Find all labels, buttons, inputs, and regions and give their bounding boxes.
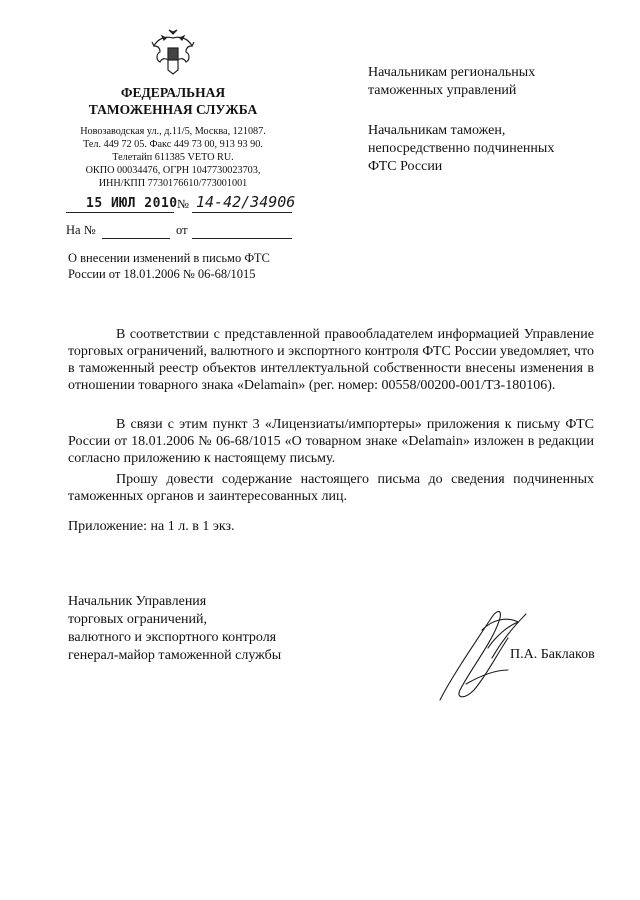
attachment-note: Приложение: на 1 л. в 1 экз. [68,519,235,534]
number-label: № [177,197,189,211]
state-emblem-icon [150,28,196,78]
address-line3: Телетайп 611385 VETO RU. [112,152,234,163]
recipient2-line3: ФТС России [368,159,443,174]
recipient2-line2: непосредственно подчиненных [368,141,555,156]
recipient2-line1: Начальникам таможен, [368,123,506,138]
body-paragraph-2: В связи с этим пункт 3 «Лицензиаты/импортеры» приложения к письму ФТС России от 18.01.2006 № 06-68/1015 «О товарном знаке «Delamain» изложен в редакции согласно приложению к настоящему письму. [68,417,594,466]
recipient1-line1: Начальникам региональных [368,65,536,80]
signatory-title-line3: валютного и экспортного контроля [68,630,277,645]
subject-line2: России от 18.01.2006 № 06-68/1015 [68,267,256,281]
org-name-line1: ФЕДЕРАЛЬНАЯ [120,85,226,100]
address-line1: Новозаводская ул., д.11/5, Москва, 121087. [80,126,266,137]
signatory-title-line4: генерал-майор таможенной службы [68,648,282,663]
letter-date: 15 ИЮЛ 2010 [86,196,178,211]
letter-number: 14-42/34906 [196,193,296,211]
body-paragraph-1: В соответствии с представленной правообладателем информацией Управление торговых ограничений, валютного и экспортного контроля ФТС России уведомляет, что в таможенный реестр объектов интеллектуальной собственности внесены изменения в отношении товарного знака «Delamain» (рег. номер: 00558/00200-001/ТЗ-180106). [68,327,594,393]
org-name-line2: ТАМОЖЕННАЯ СЛУЖБА [88,102,258,117]
signatory-title-line2: торговых ограничений, [68,612,208,627]
body-paragraph-3: Прошу довести содержание настоящего письма до сведения подчиненных таможенных органов и заинтересованных лиц. [68,472,594,504]
signatory-title-line1: Начальник Управления [68,594,207,609]
signatory-name: П.А. Баклаков [510,647,595,662]
recipient1-line2: таможенных управлений [368,83,517,98]
subject-line1: О внесении изменений в письмо ФТС [68,251,270,265]
ref-from-label: от [176,223,188,237]
address-line4: ОКПО 00034476, ОГРН 1047730023703, [85,165,261,176]
address-line2: Тел. 449 72 05. Факс 449 73 00, 913 93 90. [83,139,263,150]
ref-label: На № [66,223,96,237]
address-line5: ИНН/КПП 7730176610/773001001 [98,178,248,189]
